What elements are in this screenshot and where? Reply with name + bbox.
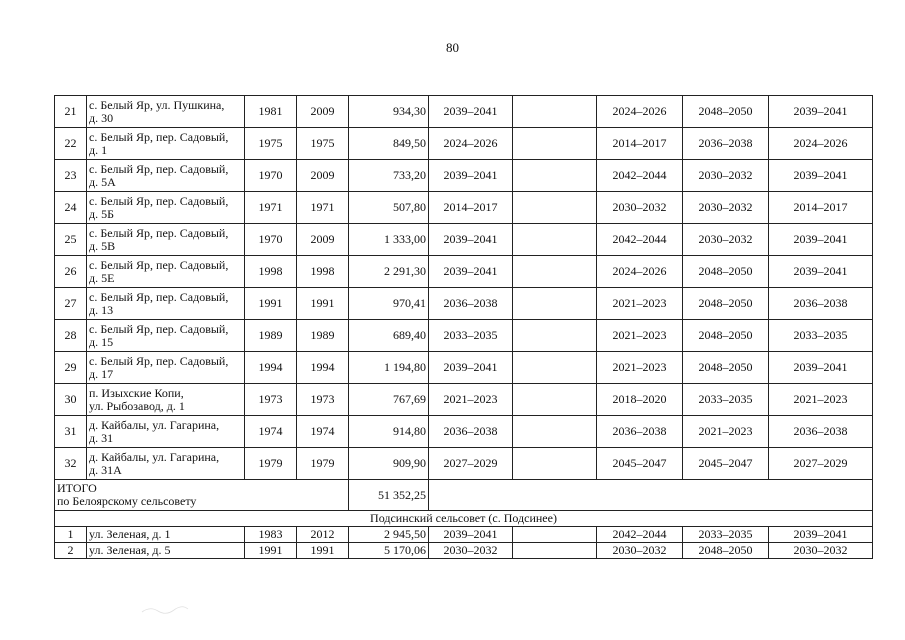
address-cell [87, 96, 245, 128]
period-3: 2021–2023 [597, 288, 683, 320]
period-4: 2030–2032 [683, 224, 769, 256]
period-1: 2039–2041 [429, 96, 513, 128]
table-row [55, 160, 873, 192]
table-row [55, 543, 873, 559]
period-4: 2033–2035 [683, 527, 769, 543]
table-row [55, 416, 873, 448]
table-body [55, 96, 873, 559]
row-number: 22 [55, 128, 87, 160]
period-1: 2033–2035 [429, 320, 513, 352]
area-value: 733,20 [349, 160, 429, 192]
page-number: 80 [446, 40, 459, 55]
area-value: 2 291,30 [349, 256, 429, 288]
address-cell [87, 384, 245, 416]
year-overhaul: 1998 [297, 256, 349, 288]
table-row [55, 527, 873, 543]
address-line-1: д. Кайбалы, ул. Гагарина, [89, 449, 220, 464]
section-header-row [55, 511, 873, 527]
address-line-1: с. Белый Яр, пер. Садовый, [89, 353, 229, 368]
year-overhaul: 2009 [297, 224, 349, 256]
area-value: 849,50 [349, 128, 429, 160]
area-value: 1 333,00 [349, 224, 429, 256]
period-2 [513, 527, 597, 543]
table-row [55, 128, 873, 160]
year-overhaul: 1979 [297, 448, 349, 480]
address-line-1: с. Белый Яр, пер. Садовый, [89, 257, 229, 272]
period-5: 2036–2038 [769, 416, 873, 448]
row-number: 23 [55, 160, 87, 192]
year-built: 1970 [245, 224, 297, 256]
period-1: 2039–2041 [429, 224, 513, 256]
address-line-2: д. 13 [89, 302, 114, 317]
period-1: 2036–2038 [429, 288, 513, 320]
area-value: 689,40 [349, 320, 429, 352]
period-3: 2042–2044 [597, 224, 683, 256]
address-line-1: с. Белый Яр, пер. Садовый, [89, 193, 229, 208]
row-number: 2 [55, 543, 87, 559]
year-built: 1971 [245, 192, 297, 224]
row-number: 31 [55, 416, 87, 448]
year-overhaul: 1973 [297, 384, 349, 416]
address-line-2: д. 31А [89, 462, 122, 477]
area-value: 507,80 [349, 192, 429, 224]
period-4: 2048–2050 [683, 288, 769, 320]
year-built: 1974 [245, 416, 297, 448]
year-built: 1983 [245, 527, 297, 543]
year-overhaul: 2009 [297, 96, 349, 128]
period-5: 2039–2041 [769, 527, 873, 543]
period-3: 2030–2032 [597, 192, 683, 224]
period-5: 2024–2026 [769, 128, 873, 160]
period-5: 2030–2032 [769, 543, 873, 559]
area-value: 970,41 [349, 288, 429, 320]
row-number: 21 [55, 96, 87, 128]
row-number: 32 [55, 448, 87, 480]
area-value: 1 194,80 [349, 352, 429, 384]
total-label [55, 480, 349, 511]
table-row [55, 352, 873, 384]
row-number: 30 [55, 384, 87, 416]
table-row [55, 288, 873, 320]
period-4: 2021–2023 [683, 416, 769, 448]
period-5: 2039–2041 [769, 224, 873, 256]
address-cell [87, 352, 245, 384]
year-built: 1991 [245, 543, 297, 559]
housing-table [54, 95, 873, 559]
address-line-2: д. 30 [89, 110, 114, 125]
period-3: 2042–2044 [597, 527, 683, 543]
address-line-1: п. Изыхские Копи, [89, 385, 184, 400]
area-value: 5 170,06 [349, 543, 429, 559]
period-5: 2039–2041 [769, 160, 873, 192]
area-value: 914,80 [349, 416, 429, 448]
year-built: 1994 [245, 352, 297, 384]
address-cell: ул. Зеленая, д. 1 [87, 527, 245, 543]
year-overhaul: 2009 [297, 160, 349, 192]
period-3: 2024–2026 [597, 256, 683, 288]
period-2 [513, 384, 597, 416]
row-number: 25 [55, 224, 87, 256]
address-line-2: ул. Рыбозавод, д. 1 [89, 398, 185, 413]
table-row [55, 448, 873, 480]
area-value: 934,30 [349, 96, 429, 128]
row-number: 28 [55, 320, 87, 352]
year-built: 1973 [245, 384, 297, 416]
address-cell [87, 224, 245, 256]
period-2 [513, 416, 597, 448]
period-4: 2036–2038 [683, 128, 769, 160]
total-label-line-1: ИТОГО [57, 481, 97, 495]
area-value: 2 945,50 [349, 527, 429, 543]
address-line-2: д. 1 [89, 142, 108, 157]
period-4: 2030–2032 [683, 160, 769, 192]
table-row [55, 224, 873, 256]
address-line-2: д. 15 [89, 334, 114, 349]
year-overhaul: 1975 [297, 128, 349, 160]
year-built: 1970 [245, 160, 297, 192]
address-line-2: д. 17 [89, 366, 114, 381]
address-line-1: с. Белый Яр, пер. Садовый, [89, 225, 229, 240]
table-row [55, 96, 873, 128]
period-5: 2033–2035 [769, 320, 873, 352]
period-1: 2021–2023 [429, 384, 513, 416]
period-1: 2039–2041 [429, 256, 513, 288]
period-4: 2045–2047 [683, 448, 769, 480]
period-1: 2036–2038 [429, 416, 513, 448]
address-cell [87, 256, 245, 288]
period-1: 2039–2041 [429, 160, 513, 192]
address-cell [87, 448, 245, 480]
period-2 [513, 543, 597, 559]
period-1: 2027–2029 [429, 448, 513, 480]
address-cell [87, 192, 245, 224]
period-1: 2030–2032 [429, 543, 513, 559]
period-4: 2048–2050 [683, 256, 769, 288]
row-number: 26 [55, 256, 87, 288]
period-4: 2030–2032 [683, 192, 769, 224]
period-1: 2014–2017 [429, 192, 513, 224]
year-built: 1998 [245, 256, 297, 288]
row-number: 24 [55, 192, 87, 224]
period-2 [513, 224, 597, 256]
table-row [55, 192, 873, 224]
period-5: 2021–2023 [769, 384, 873, 416]
table-row [55, 384, 873, 416]
total-label-line-2: по Белоярскому сельсовету [57, 494, 197, 508]
period-3: 2030–2032 [597, 543, 683, 559]
period-3: 2021–2023 [597, 320, 683, 352]
year-overhaul: 1974 [297, 416, 349, 448]
period-2 [513, 448, 597, 480]
period-2 [513, 128, 597, 160]
row-number: 29 [55, 352, 87, 384]
period-1: 2039–2041 [429, 352, 513, 384]
address-line-1: д. Кайбалы, ул. Гагарина, [89, 417, 220, 432]
address-line-1: с. Белый Яр, ул. Пушкина, [89, 97, 225, 112]
period-5: 2039–2041 [769, 256, 873, 288]
address-line-2: д. 31 [89, 430, 114, 445]
year-built: 1989 [245, 320, 297, 352]
total-empty [429, 480, 873, 511]
address-cell [87, 320, 245, 352]
area-value: 767,69 [349, 384, 429, 416]
address-line-1: с. Белый Яр, пер. Садовый, [89, 289, 229, 304]
address-line-2: д. 5В [89, 238, 116, 253]
period-4: 2048–2050 [683, 96, 769, 128]
year-overhaul: 1971 [297, 192, 349, 224]
area-value: 909,90 [349, 448, 429, 480]
address-line-1: с. Белый Яр, пер. Садовый, [89, 321, 229, 336]
period-4: 2048–2050 [683, 543, 769, 559]
period-2 [513, 96, 597, 128]
address-cell: ул. Зеленая, д. 5 [87, 543, 245, 559]
year-overhaul: 2012 [297, 527, 349, 543]
address-cell [87, 128, 245, 160]
year-built: 1979 [245, 448, 297, 480]
total-row [55, 480, 873, 511]
period-1: 2039–2041 [429, 527, 513, 543]
table-row [55, 256, 873, 288]
period-2 [513, 288, 597, 320]
period-2 [513, 256, 597, 288]
year-overhaul: 1989 [297, 320, 349, 352]
row-number: 1 [55, 527, 87, 543]
address-cell [87, 416, 245, 448]
address-line-1: с. Белый Яр, пер. Садовый, [89, 129, 229, 144]
period-5: 2036–2038 [769, 288, 873, 320]
period-5: 2014–2017 [769, 192, 873, 224]
period-3: 2024–2026 [597, 96, 683, 128]
pencil-mark [140, 604, 190, 616]
period-2 [513, 192, 597, 224]
address-cell [87, 288, 245, 320]
period-3: 2042–2044 [597, 160, 683, 192]
period-4: 2048–2050 [683, 352, 769, 384]
period-1: 2024–2026 [429, 128, 513, 160]
year-built: 1981 [245, 96, 297, 128]
period-3: 2018–2020 [597, 384, 683, 416]
total-area: 51 352,25 [349, 480, 429, 511]
year-built: 1975 [245, 128, 297, 160]
address-line-2: д. 5А [89, 174, 116, 189]
year-overhaul: 1994 [297, 352, 349, 384]
period-5: 2039–2041 [769, 352, 873, 384]
year-overhaul: 1991 [297, 543, 349, 559]
period-3: 2045–2047 [597, 448, 683, 480]
period-4: 2048–2050 [683, 320, 769, 352]
period-3: 2036–2038 [597, 416, 683, 448]
address-cell [87, 160, 245, 192]
address-line-2: д. 5Е [89, 270, 115, 285]
period-3: 2021–2023 [597, 352, 683, 384]
period-2 [513, 352, 597, 384]
period-5: 2039–2041 [769, 96, 873, 128]
year-built: 1991 [245, 288, 297, 320]
address-line-1: с. Белый Яр, пер. Садовый, [89, 161, 229, 176]
period-3: 2014–2017 [597, 128, 683, 160]
row-number: 27 [55, 288, 87, 320]
period-5: 2027–2029 [769, 448, 873, 480]
period-2 [513, 320, 597, 352]
period-4: 2033–2035 [683, 384, 769, 416]
period-2 [513, 160, 597, 192]
table-row [55, 320, 873, 352]
address-line-2: д. 5Б [89, 206, 114, 221]
year-overhaul: 1991 [297, 288, 349, 320]
section-title: Подсинский сельсовет (с. Подсинее) [55, 511, 873, 527]
